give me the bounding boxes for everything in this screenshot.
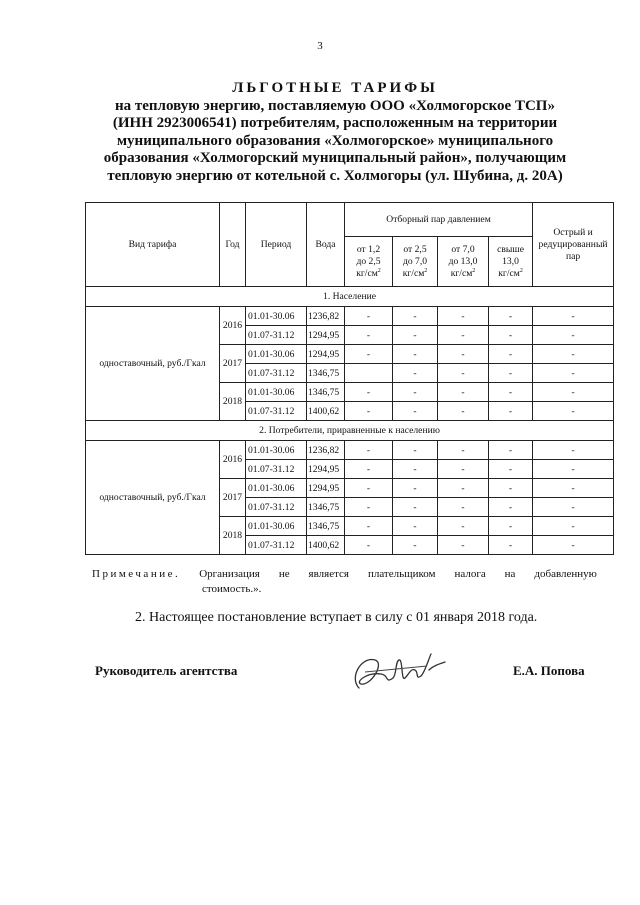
- note-word: налога: [454, 568, 486, 580]
- water-cell: 1346,75: [307, 517, 345, 536]
- value-cell: -: [345, 345, 393, 364]
- value-cell: -: [489, 479, 533, 498]
- value-cell: -: [533, 383, 614, 402]
- unit-text: кг/см: [498, 267, 520, 279]
- water-cell: 1294,95: [307, 460, 345, 479]
- header-steam-2-unit: [393, 268, 437, 280]
- note-word: не: [278, 568, 290, 580]
- period-cell: 01.07-31.12: [246, 364, 307, 383]
- value-cell: -: [345, 326, 393, 345]
- value-cell: -: [345, 479, 393, 498]
- value-cell: -: [489, 517, 533, 536]
- year-cell: 2016: [220, 307, 246, 345]
- period-cell: 01.07-31.12: [246, 326, 307, 345]
- header-steam-2-line1: от 2,5: [403, 243, 427, 255]
- period-cell: 01.01-30.06: [246, 345, 307, 364]
- unit-text: кг/см: [450, 267, 473, 279]
- value-cell: -: [438, 536, 489, 555]
- value-cell: -: [345, 460, 393, 479]
- value-cell: -: [533, 517, 614, 536]
- year-cell: 2016: [220, 441, 246, 479]
- water-cell: 1294,95: [307, 345, 345, 364]
- header-steam-1-line1: от 1,2: [356, 243, 381, 255]
- period-cell: 01.07-31.12: [246, 498, 307, 517]
- unit-exponent: 2: [377, 267, 381, 274]
- period-cell: 01.01-30.06: [246, 441, 307, 460]
- water-cell: 1346,75: [307, 383, 345, 402]
- section-title: 1. Население: [86, 287, 614, 307]
- note-word: на: [504, 568, 516, 580]
- unit-exponent: 2: [519, 267, 523, 274]
- value-cell: -: [393, 307, 438, 326]
- header-steam-1: [345, 237, 393, 287]
- value-cell: -: [533, 307, 614, 326]
- note-label: Примечание.: [92, 568, 181, 580]
- value-cell: -: [489, 460, 533, 479]
- water-cell: 1346,75: [307, 364, 345, 383]
- value-cell: -: [393, 441, 438, 460]
- header-steam-3-line2: до 13,0: [448, 255, 478, 267]
- decree-text: 2. Настоящее постановление вступает в силу с 01 января 2018 года.: [135, 610, 538, 625]
- header-steam-1-line2: до 2,5: [356, 255, 381, 267]
- period-cell: 01.01-30.06: [246, 479, 307, 498]
- heading-title: ЛЬГОТНЫЕ ТАРИФЫ: [232, 80, 438, 96]
- value-cell: -: [438, 364, 489, 383]
- value-cell: -: [438, 345, 489, 364]
- value-cell: -: [393, 326, 438, 345]
- header-steam-4-unit: [489, 268, 532, 280]
- value-cell: -: [393, 536, 438, 555]
- value-cell: -: [345, 307, 393, 326]
- value-cell: -: [489, 402, 533, 421]
- value-cell: -: [533, 364, 614, 383]
- header-steam-2-line2: до 7,0: [402, 255, 428, 267]
- note-word: плательщиком: [367, 568, 436, 580]
- table-header-row: [86, 203, 614, 237]
- value-cell: -: [393, 498, 438, 517]
- value-cell: -: [345, 498, 393, 517]
- value-cell: -: [533, 498, 614, 517]
- heading-subtitle: на тепловую энергию, поставляемую ООО «Холмогорское ТСП» (ИНН 2923006541) потребителям, расположенным на территории муниципального образования «Холмогорское» муниципального образования «Холмогорский муниципальный район», получающим тепловую энергию от котельной с. Холмогоры (ул. Шубина, д. 20А): [103, 97, 567, 184]
- header-steam-3-line1: от 7,0: [451, 243, 475, 255]
- year-cell: 2017: [220, 479, 246, 517]
- document-heading: [100, 80, 570, 185]
- header-period: Период: [246, 203, 307, 287]
- unit-text: кг/см: [356, 267, 378, 279]
- value-cell: -: [489, 307, 533, 326]
- value-cell: -: [345, 441, 393, 460]
- value-cell: -: [345, 402, 393, 421]
- value-cell: -: [533, 441, 614, 460]
- value-cell: -: [533, 326, 614, 345]
- value-cell: -: [438, 479, 489, 498]
- value-cell: -: [393, 479, 438, 498]
- tariff-table: [85, 202, 614, 555]
- value-cell: -: [489, 326, 533, 345]
- section-title: 2. Потребители, приравненные к населению: [86, 421, 614, 441]
- header-steam-3-unit: [438, 268, 488, 280]
- water-cell: 1294,95: [307, 326, 345, 345]
- water-cell: 1236,82: [307, 307, 345, 326]
- signatory-name: Е.А. Попова: [513, 663, 585, 678]
- value-cell: -: [438, 307, 489, 326]
- value-cell: -: [393, 364, 438, 383]
- note: [92, 567, 597, 597]
- value-cell: -: [533, 345, 614, 364]
- value-cell: [345, 364, 393, 383]
- period-cell: 01.01-30.06: [246, 307, 307, 326]
- value-cell: -: [533, 460, 614, 479]
- value-cell: -: [438, 517, 489, 536]
- value-cell: -: [438, 498, 489, 517]
- year-cell: 2017: [220, 345, 246, 383]
- value-cell: -: [489, 345, 533, 364]
- note-word: добавленную: [534, 568, 597, 580]
- table-row: [86, 307, 614, 326]
- period-cell: 01.07-31.12: [246, 536, 307, 555]
- header-steam-4-line1: свыше: [497, 243, 524, 255]
- page-number: 3: [317, 40, 323, 52]
- water-cell: 1236,82: [307, 441, 345, 460]
- value-cell: -: [489, 536, 533, 555]
- value-cell: -: [438, 326, 489, 345]
- unit-exponent: 2: [424, 267, 428, 274]
- water-cell: 1294,95: [307, 479, 345, 498]
- value-cell: -: [438, 441, 489, 460]
- value-cell: -: [345, 383, 393, 402]
- value-cell: -: [393, 460, 438, 479]
- header-steam-4: [489, 237, 533, 287]
- header-steam-4-line2: 13,0: [502, 255, 519, 267]
- value-cell: -: [438, 460, 489, 479]
- value-cell: -: [393, 517, 438, 536]
- value-cell: -: [489, 441, 533, 460]
- value-cell: -: [438, 383, 489, 402]
- header-steam-3: [438, 237, 489, 287]
- value-cell: -: [533, 402, 614, 421]
- value-cell: -: [345, 517, 393, 536]
- value-cell: -: [393, 345, 438, 364]
- value-cell: -: [533, 479, 614, 498]
- section-row: [86, 421, 614, 441]
- header-steam-1-unit: [345, 268, 392, 280]
- value-cell: -: [345, 536, 393, 555]
- header-steam-2: [393, 237, 438, 287]
- handwritten-signature: [345, 648, 455, 698]
- header-tariff-type: Вид тарифа: [86, 203, 220, 287]
- year-cell: 2018: [220, 517, 246, 555]
- value-cell: -: [393, 383, 438, 402]
- unit-text: кг/см: [402, 267, 425, 279]
- value-cell: -: [533, 536, 614, 555]
- header-steam-group: Отборный пар давлением: [345, 203, 533, 237]
- signatory-title: Руководитель агентства: [95, 663, 238, 678]
- water-cell: 1400,62: [307, 536, 345, 555]
- note-line-1: [92, 567, 597, 582]
- unit-exponent: 2: [472, 267, 476, 274]
- period-cell: 01.01-30.06: [246, 517, 307, 536]
- table-row: [86, 441, 614, 460]
- tariff-label: одноставочный, руб./Гкал: [86, 307, 220, 421]
- year-cell: 2018: [220, 383, 246, 421]
- period-cell: 01.07-31.12: [246, 460, 307, 479]
- period-cell: 01.01-30.06: [246, 383, 307, 402]
- period-cell: 01.07-31.12: [246, 402, 307, 421]
- header-year: Год: [220, 203, 246, 287]
- value-cell: -: [489, 383, 533, 402]
- value-cell: -: [438, 402, 489, 421]
- value-cell: -: [489, 498, 533, 517]
- water-cell: 1400,62: [307, 402, 345, 421]
- note-line-2: стоимость.».: [202, 583, 262, 595]
- value-cell: -: [489, 364, 533, 383]
- value-cell: -: [393, 402, 438, 421]
- note-word: является: [308, 568, 349, 580]
- water-cell: 1346,75: [307, 498, 345, 517]
- header-sharp-steam: Острый и редуцированный пар: [533, 203, 614, 287]
- header-water: Вода: [307, 203, 345, 287]
- note-word: Организация: [199, 568, 260, 580]
- tariff-label: одноставочный, руб./Гкал: [86, 441, 220, 555]
- section-row: [86, 287, 614, 307]
